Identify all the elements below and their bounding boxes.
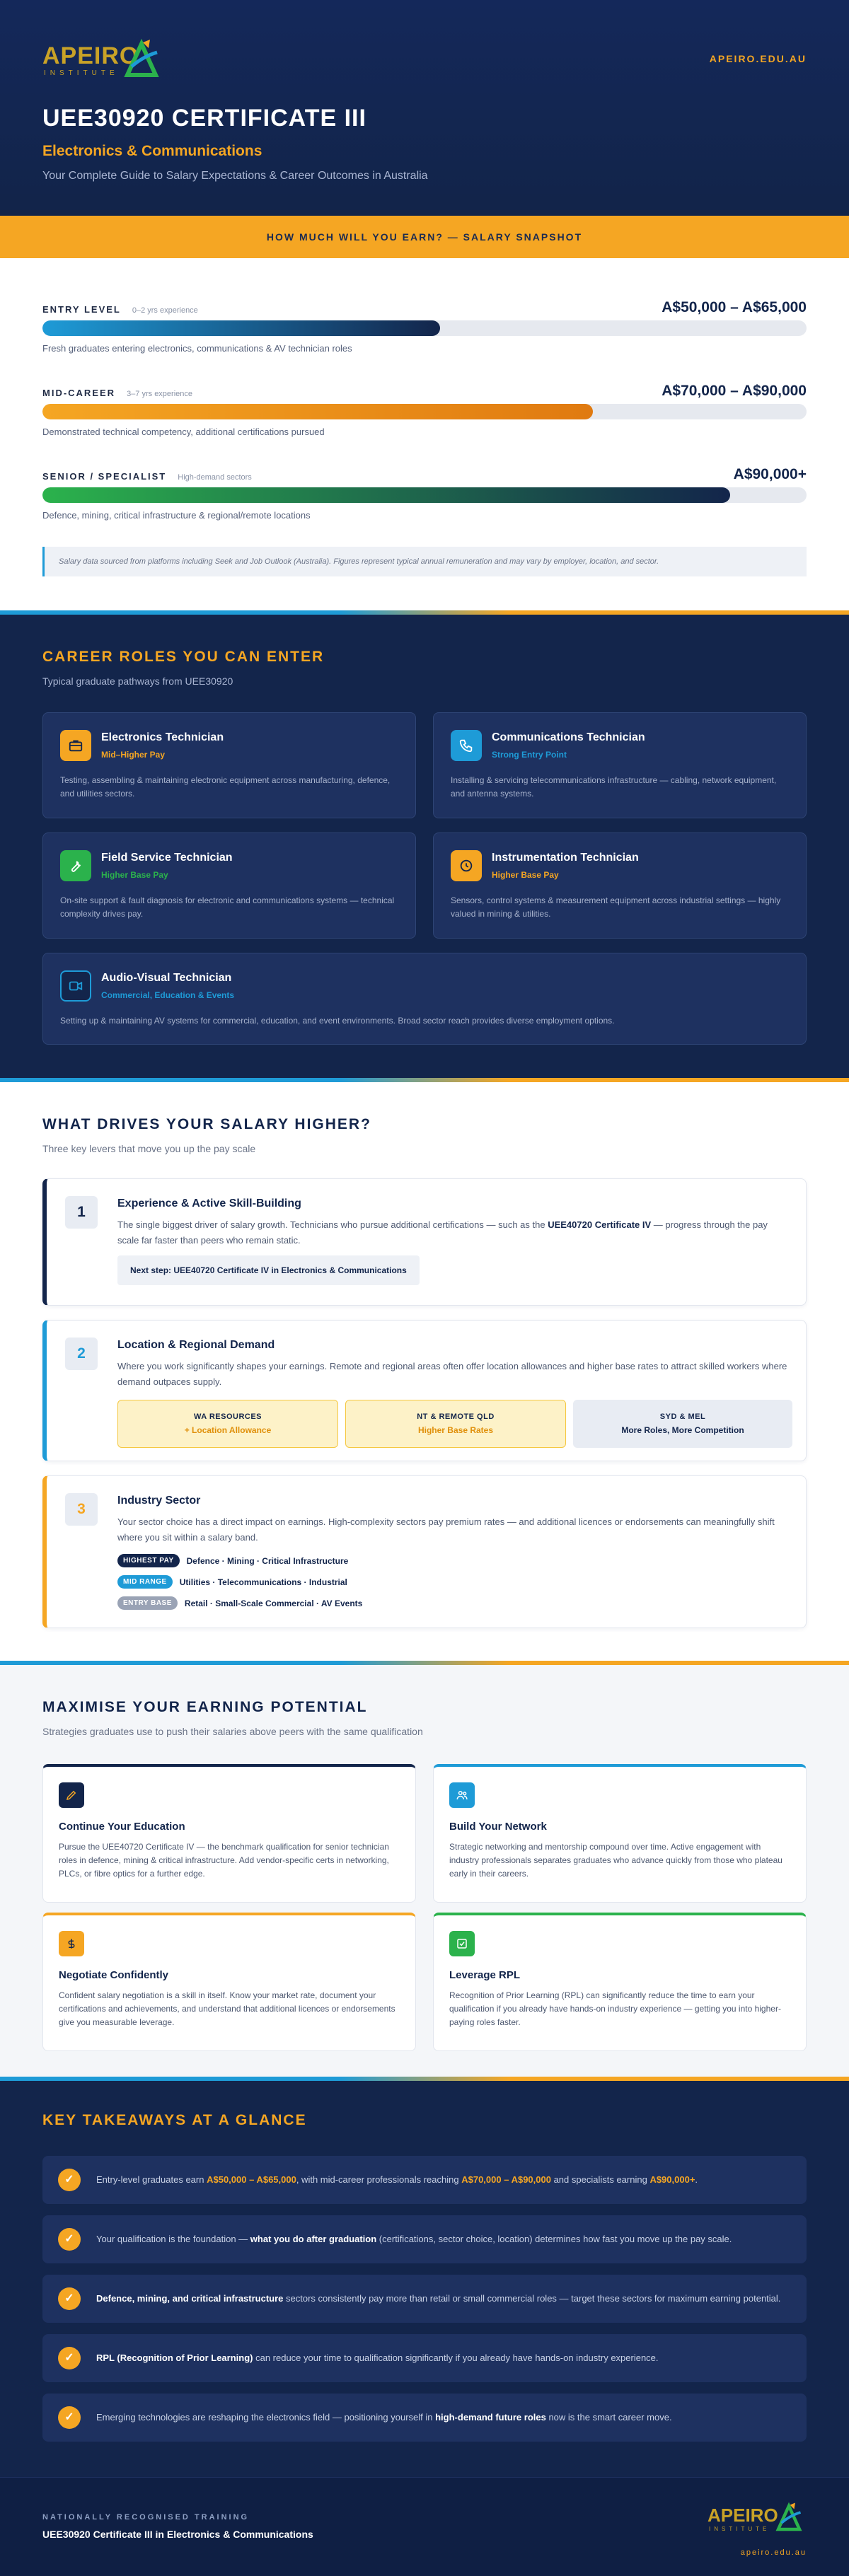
check-icon: ✓ (58, 2169, 81, 2191)
tier-sectors: Defence · Mining · Critical Infrastructure (186, 1555, 349, 1566)
tier-pill: HIGHEST PAY (117, 1554, 180, 1567)
tip-text: Pursue the UEE40720 Certificate IV — the benchmark qualification for senior technician roles in defence, mining & critical infrastructure. Add vendor-specific certs in networking, PLCs, or fibre optics for a further edge. (59, 1842, 389, 1879)
clock-icon (451, 850, 482, 881)
tip-card-continue-education (42, 1764, 416, 1903)
driver-title: Location & Regional Demand (117, 1339, 275, 1351)
key-takeaways-section (0, 2081, 849, 2477)
section-subtitle: Strategies graduates use to push their salaries above peers with the same qualification (42, 1726, 423, 1737)
dollar-icon (59, 1931, 84, 1956)
salary-row-senior (42, 462, 807, 521)
tip-title: Continue Your Education (59, 1821, 185, 1833)
salary-row-entry (42, 295, 807, 354)
salary-experience: 3–7 yrs experience (127, 390, 193, 398)
salary-row-mid (42, 378, 807, 437)
salary-level-label: ENTRY LEVEL (42, 304, 121, 315)
logo-subtext: INSTITUTE (44, 69, 119, 77)
location-benefit: More Roles, More Competition (621, 1425, 744, 1435)
phone-icon (451, 730, 482, 761)
salary-level-label: MID-CAREER (42, 388, 116, 398)
driver-title: Experience & Active Skill-Building (117, 1197, 301, 1209)
salary-bar-fill (42, 487, 730, 503)
role-description: Installing & servicing telecommunications infrastructure — cabling, network equipment, and antenna systems. (451, 775, 777, 799)
salary-level-label: SENIOR / SPECIALIST (42, 471, 167, 482)
takeaway-item: ✓ RPL (Recognition of Prior Learning) can reduce your time to qualification significantly if you already have hands-on industry experience. (42, 2334, 807, 2382)
salary-range: A$90,000+ (733, 466, 807, 482)
driver-text: Where you work significantly shapes your earnings. Remote and regional areas often offer location allowances and higher base rates to attract skilled workers where demand outpaces supply. (117, 1361, 787, 1387)
video-icon (60, 970, 91, 1002)
salary-description: Demonstrated technical competency, additional certifications pursued (42, 427, 325, 437)
role-description: Sensors, control systems & measurement equipment across industrial settings — highly valued in mining & utilities. (451, 895, 781, 919)
page-subtitle: Electronics & Communications (42, 143, 262, 159)
section-title: CAREER ROLES YOU CAN ENTER (42, 649, 325, 665)
driver-text: Your sector choice has a direct impact on earnings. High-complexity sectors pay premium rates — and additional licences or endorsements can meaningfully shift where you sit within a salary band. (117, 1516, 775, 1543)
role-card-communications-technician[interactable] (433, 712, 807, 818)
salary-snapshot (0, 258, 849, 610)
location-nt-remote-qld (345, 1400, 566, 1448)
footer-link[interactable]: apeiro.edu.au (740, 2548, 807, 2557)
apeiro-logo[interactable] (42, 37, 163, 79)
check-square-icon (449, 1931, 475, 1956)
people-icon (449, 1782, 475, 1808)
footer-title: UEE30920 Certificate III in Electronics & Communications (42, 2529, 313, 2540)
salary-source-note: Salary data sourced from platforms including Seek and Job Outlook (Australia). Figures represent typical annual remuneration and may vary by employer, location, and sector. (42, 547, 807, 576)
wrench-icon (60, 850, 91, 881)
check-icon: ✓ (58, 2406, 81, 2429)
logo-mark-icon (774, 2502, 804, 2531)
takeaway-item: ✓ Emerging technologies are reshaping the electronics field — positioning yourself in high-demand future roles now is the smart career move. (42, 2394, 807, 2442)
takeaway-item: ✓ Your qualification is the foundation — what you do after graduation (certifications, sector choice, location) determines how fast you move up the pay scale. (42, 2215, 807, 2263)
page-tagline: Your Complete Guide to Salary Expectations & Career Outcomes in Australia (42, 170, 428, 182)
role-description: On-site support & fault diagnosis for electronic and communications systems — technical complexity drives pay. (60, 895, 395, 919)
salary-bar-fill (42, 404, 593, 419)
check-icon: ✓ (58, 2347, 81, 2369)
role-pay-tag: Higher Base Pay (101, 870, 168, 880)
takeaway-item: ✓ Entry-level graduates earn A$50,000 – A$65,000, with mid-career professionals reaching A$70,000 – A$90,000 and specialists earning A$90,000+. (42, 2156, 807, 2204)
tip-title: Build Your Network (449, 1821, 547, 1833)
tip-title: Negotiate Confidently (59, 1969, 169, 1981)
tier-pill: ENTRY BASE (117, 1596, 178, 1610)
role-title: Electronics Technician (101, 731, 224, 743)
industry-tier-mid (117, 1575, 347, 1589)
driver-card-experience (42, 1178, 807, 1306)
location-title: SYD & MEL (659, 1412, 706, 1421)
role-pay-tag: Commercial, Education & Events (101, 990, 235, 1000)
page-footer (0, 2477, 849, 2576)
salary-experience: High-demand sectors (178, 473, 252, 482)
industry-tier-highest (117, 1554, 348, 1567)
role-card-instrumentation-technician[interactable] (433, 832, 807, 939)
briefcase-icon (60, 730, 91, 761)
driver-card-location (42, 1320, 807, 1461)
location-benefit: Higher Base Rates (417, 1425, 494, 1435)
logo-subtext: INSTITUTE (709, 2526, 770, 2532)
tip-card-leverage-rpl (433, 1913, 807, 2051)
role-card-audio-visual-technician[interactable] (42, 953, 807, 1045)
salary-bar-track (42, 404, 807, 419)
role-pay-tag: Strong Entry Point (492, 750, 567, 760)
salary-description: Defence, mining, critical infrastructure & regional/remote locations (42, 510, 311, 521)
salary-experience: 0–2 yrs experience (132, 306, 198, 315)
role-title: Communications Technician (492, 731, 645, 743)
tier-pill: MID RANGE (117, 1575, 173, 1589)
role-description: Setting up & maintaining AV systems for commercial, education, and event environments. Broad sector reach provides diverse employment options. (60, 1016, 615, 1026)
location-syd-mel (573, 1400, 792, 1448)
location-title: WA RESOURCES (193, 1412, 262, 1421)
check-icon: ✓ (58, 2228, 81, 2251)
page-header (0, 0, 849, 216)
page-title: UEE30920 CERTIFICATE III (42, 105, 366, 132)
section-title: MAXIMISE YOUR EARNING POTENTIAL (42, 1699, 368, 1715)
driver-number: 1 (65, 1196, 98, 1229)
takeaway-item: ✓ Defence, mining, and critical infrastructure sectors consistently pay more than retail or small commercial roles — target these sectors for maximum earning potential. (42, 2275, 807, 2323)
tip-card-build-network (433, 1764, 807, 1903)
maximise-earnings-section (0, 1665, 849, 2077)
pencil-icon (59, 1782, 84, 1808)
logo-text: APEIRO (708, 2505, 778, 2526)
logo-mark-icon (122, 38, 161, 78)
role-pay-tag: Mid–Higher Pay (101, 750, 166, 760)
tip-text: Strategic networking and mentorship compound over time. Active engagement with industry professionals separates graduates who advance quickly from those who plateau early in their careers. (449, 1842, 782, 1879)
driver-text: The single biggest driver of salary growth. Technicians who pursue additional certifications — such as the UEE40720 Certificate IV — progress through the pay scale far faster than peers who remain static. (117, 1219, 768, 1246)
salary-range: A$70,000 – A$90,000 (662, 383, 807, 399)
tip-text: Recognition of Prior Learning (RPL) can significantly reduce the time to earn your qualification if you already have hands-on industry experience — getting you into higher-paying roles faster. (449, 1990, 781, 2027)
driver-card-industry (42, 1475, 807, 1628)
section-title: KEY TAKEAWAYS AT A GLANCE (42, 2112, 307, 2128)
role-title: Field Service Technician (101, 852, 233, 864)
salary-bar-fill (42, 320, 440, 336)
driver-number: 2 (65, 1338, 98, 1370)
footer-logo[interactable] (708, 2499, 807, 2541)
salary-bar-track (42, 320, 807, 336)
section-subtitle: Three key levers that move you up the pay scale (42, 1143, 256, 1154)
tip-text: Confident salary negotiation is a skill in itself. Know your market rate, document your certifications and achievements, and understand that additional licences or endorsements give you measurable leverage. (59, 1990, 395, 2027)
career-roles-section (0, 615, 849, 1078)
section-title: WHAT DRIVES YOUR SALARY HIGHER? (42, 1116, 371, 1132)
section-subtitle: Typical graduate pathways from UEE30920 (42, 675, 233, 687)
role-description: Testing, assembling & maintaining electronic equipment across manufacturing, defence, and utilities sectors. (60, 775, 391, 799)
role-title: Instrumentation Technician (492, 852, 639, 864)
next-step-callout[interactable]: Next step: UEE40720 Certificate IV in Electronics & Communications (117, 1255, 420, 1285)
salary-range: A$50,000 – A$65,000 (662, 299, 807, 315)
industry-tier-entry (117, 1596, 362, 1610)
salary-drivers-section (0, 1082, 849, 1661)
location-title: NT & REMOTE QLD (417, 1412, 495, 1421)
role-pay-tag: Higher Base Pay (492, 870, 559, 880)
role-title: Audio-Visual Technician (101, 972, 232, 984)
site-link[interactable]: APEIRO.EDU.AU (709, 53, 807, 64)
tier-sectors: Retail · Small-Scale Commercial · AV Events (184, 1598, 363, 1608)
role-card-electronics-technician[interactable] (42, 712, 416, 818)
location-benefit: + Location Allowance (184, 1425, 272, 1435)
salary-description: Fresh graduates entering electronics, communications & AV technician roles (42, 343, 352, 354)
salary-snapshot-banner: HOW MUCH WILL YOU EARN? — SALARY SNAPSHOT (0, 216, 849, 258)
tip-title: Leverage RPL (449, 1969, 521, 1981)
salary-bar-track (42, 487, 807, 503)
role-card-field-service-technician[interactable] (42, 832, 416, 939)
driver-title: Industry Sector (117, 1495, 201, 1507)
tier-sectors: Utilities · Telecommunications · Industrial (179, 1577, 347, 1587)
logo-text: APEIRO (42, 42, 139, 69)
footer-kicker: NATIONALLY RECOGNISED TRAINING (42, 2513, 250, 2522)
check-icon: ✓ (58, 2287, 81, 2310)
location-wa-resources (117, 1400, 338, 1448)
tip-card-negotiate (42, 1913, 416, 2051)
driver-number: 3 (65, 1493, 98, 1526)
